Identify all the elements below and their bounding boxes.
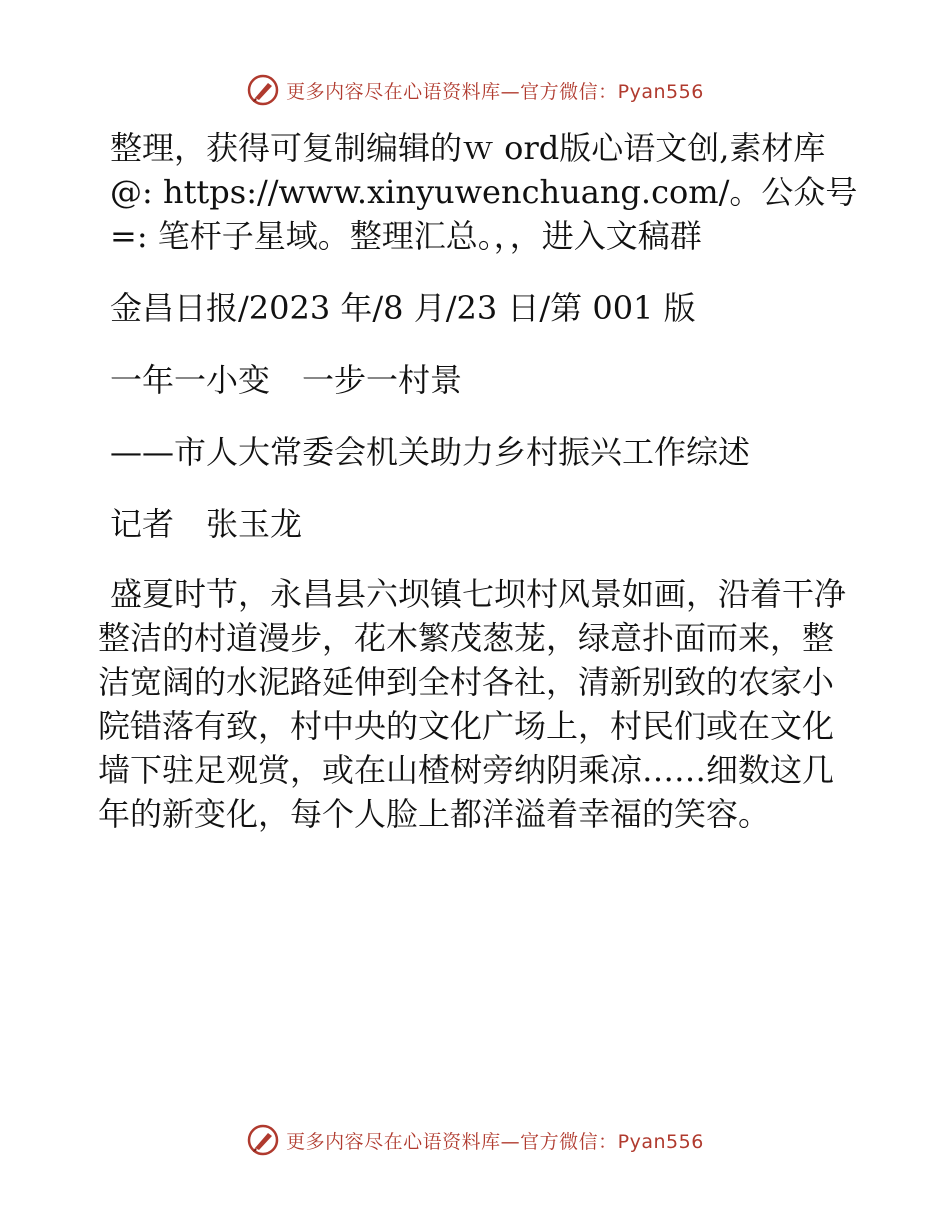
- subheadline: ——市人大常委会机关助力乡村振兴工作综述: [110, 433, 751, 471]
- pen-logo-icon: [246, 1123, 280, 1157]
- document-body: [98, 122, 858, 836]
- headline: 一年一小变 一步一村景: [110, 361, 463, 399]
- pen-logo-icon: [246, 73, 280, 107]
- body-paragraph: 盛夏时节，永昌县六坝镇七坝村风景如画，沿着干净整洁的村道漫步，花木繁茂葱茏，绿意扑面而来，整洁宽阔的水泥路延伸到全村各社，清新别致的农家小院错落有致，村中央的文化广场上，村民们或在文化墙下驻足观赏，或在山楂树旁纳阴乘凉……细数这几年的新变化，每个人脸上都洋溢着幸福的笑容。: [98, 575, 847, 833]
- header-banner: [0, 70, 950, 110]
- banner-text: 更多内容尽在心语资料库—官方微信：Pyan556: [286, 1130, 704, 1153]
- source-line: 金昌日报/2023 年/8 月/23 日/第 001 版: [110, 289, 696, 327]
- intro-paragraph: 整理，获得可复制编辑的ｗ ord版心语文创,素材库@: https://www.xinyuwenchuang.com/。公众号=: 笔杆子星域。整理汇总。，，进入文稿群: [110, 129, 858, 255]
- byline: 记者 张玉龙: [110, 505, 303, 543]
- footer-banner: [0, 1120, 950, 1160]
- banner-text: 更多内容尽在心语资料库—官方微信：Pyan556: [286, 80, 704, 103]
